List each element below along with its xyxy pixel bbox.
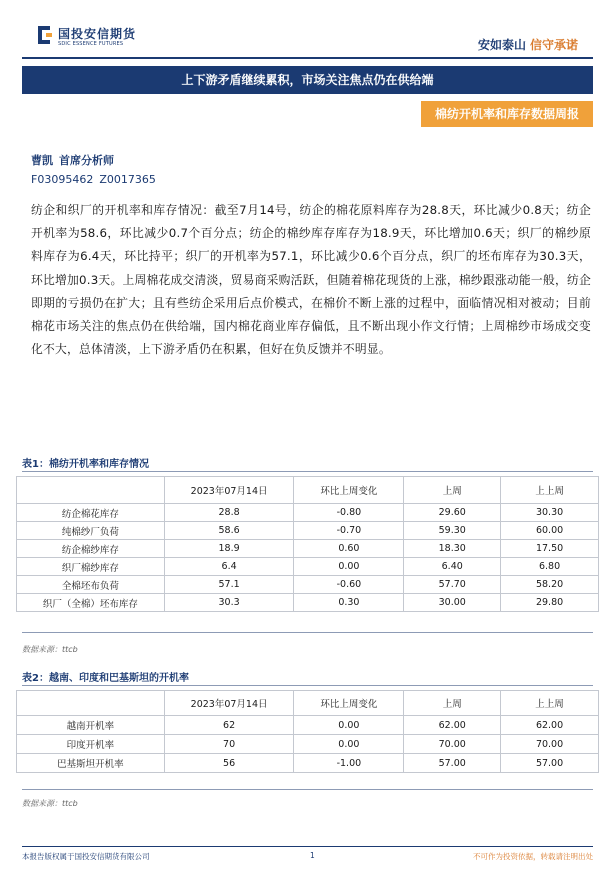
table-cell: 巴基斯坦开机率 bbox=[17, 754, 165, 773]
table-row bbox=[17, 522, 599, 540]
table-cell: 纺企棉花库存 bbox=[17, 504, 165, 522]
table1-header-cell bbox=[17, 477, 165, 504]
table-cell: 0.60 bbox=[294, 540, 404, 558]
table-cell: 越南开机率 bbox=[17, 716, 165, 735]
table2-header-cell: 环比上周变化 bbox=[294, 691, 404, 716]
table-cell: 70.00 bbox=[404, 735, 501, 754]
author-name: 曹凯 bbox=[31, 154, 53, 167]
table-cell: 全棉坯布负荷 bbox=[17, 576, 165, 594]
table-cell: -0.60 bbox=[294, 576, 404, 594]
table-cell: 57.00 bbox=[501, 754, 599, 773]
table1-bottom-rule bbox=[22, 632, 593, 633]
header-divider bbox=[22, 57, 593, 59]
certificate-2: Z0017365 bbox=[99, 173, 156, 186]
table-row bbox=[17, 504, 599, 522]
certificate-1: F03095462 bbox=[31, 173, 94, 186]
logo-name-en: SDIC ESSENCE FUTURES bbox=[58, 41, 124, 47]
table-cell: 30.00 bbox=[404, 594, 501, 612]
company-logo bbox=[36, 22, 146, 50]
table-row bbox=[17, 754, 599, 773]
table-cell: -1.00 bbox=[294, 754, 404, 773]
table-row bbox=[17, 540, 599, 558]
table-cell: 59.30 bbox=[404, 522, 501, 540]
table-row bbox=[17, 594, 599, 612]
footer-divider bbox=[22, 846, 593, 847]
table-cell: 6.40 bbox=[404, 558, 501, 576]
footer-disclaimer: 不可作为投资依据，转载请注明出处 bbox=[473, 852, 593, 861]
table1-header-cell: 环比上周变化 bbox=[294, 477, 404, 504]
table-cell: 58.6 bbox=[164, 522, 294, 540]
table-cell: 70 bbox=[164, 735, 294, 754]
table-cell: 6.4 bbox=[164, 558, 294, 576]
logo-mark-icon bbox=[36, 24, 54, 46]
table-cell: 织厂棉纱库存 bbox=[17, 558, 165, 576]
table1-header-row bbox=[17, 477, 599, 504]
slogan-part2: 信守承诺 bbox=[529, 38, 578, 52]
table-row bbox=[17, 716, 599, 735]
table-cell: 58.20 bbox=[501, 576, 599, 594]
table1-header-cell: 2023年07月14日 bbox=[164, 477, 294, 504]
author-role: 首席分析师 bbox=[59, 154, 114, 167]
report-title: 上下游矛盾继续累积，市场关注焦点仍在供给端 bbox=[22, 66, 593, 94]
table2-bottom-rule bbox=[22, 789, 593, 790]
table-cell: -0.70 bbox=[294, 522, 404, 540]
table1 bbox=[16, 476, 599, 612]
footer-copyright: 本报告版权属于国投安信期货有限公司 bbox=[22, 852, 150, 861]
table-row bbox=[17, 735, 599, 754]
slogan-part1: 安如泰山 bbox=[477, 38, 526, 52]
table-cell: 56 bbox=[164, 754, 294, 773]
table2-header-cell bbox=[17, 691, 165, 716]
table-cell: 0.00 bbox=[294, 735, 404, 754]
table-row bbox=[17, 576, 599, 594]
table2-title: 表2：越南、印度和巴基斯坦的开机率 bbox=[22, 673, 189, 684]
table1-top-rule bbox=[22, 471, 593, 472]
table-cell: 印度开机率 bbox=[17, 735, 165, 754]
table2 bbox=[16, 690, 599, 773]
report-tag: 棉纺开机率和库存数据周报 bbox=[421, 101, 593, 127]
table-cell: 纺企棉纱库存 bbox=[17, 540, 165, 558]
table-cell: 62.00 bbox=[501, 716, 599, 735]
table-cell: 62.00 bbox=[404, 716, 501, 735]
summary-paragraph: 纺企和织厂的开机率和库存情况：截至7月14号，纺企的棉花原料库存为28.8天，环比减少0.8天；纺企开机率为58.6，环比减少0.7个百分点；纺企的棉纱库存库存为18.9天，环比增加0.6天；织厂的棉纱原料库存为6.4天，环比持平；织厂的开机率为57.1，环比减少0.6个百分点，织厂的坯布库存为30.3天，环比增加0.3天。上周棉花成交清淡，贸易商采购活跃，但随着棉花现货的上涨，棉纱跟涨动能一般，纺企即期的亏损仍在扩大；且有些纺企采用后点价模式，在棉价不断上涨的过程中，面临情况相对被动；目前棉花市场关注的焦点仍在供给端，国内棉花商业库存偏低，且不断出现小作文行情；上周棉纱市场成交变化不大，总体清淡，上下游矛盾仍在积累，但好在负反馈并不明显。 bbox=[31, 203, 591, 357]
table-cell: 28.8 bbox=[164, 504, 294, 522]
table-cell: 30.30 bbox=[501, 504, 599, 522]
table-cell: 0.00 bbox=[294, 558, 404, 576]
table1-title: 表1：棉纺开机率和库存情况 bbox=[22, 459, 149, 470]
slogan bbox=[478, 36, 578, 53]
table2-header-cell: 上上周 bbox=[501, 691, 599, 716]
table-cell: 18.9 bbox=[164, 540, 294, 558]
table-cell: 0.30 bbox=[294, 594, 404, 612]
table-cell: 纯棉纱厂负荷 bbox=[17, 522, 165, 540]
table-cell: 织厂（全棉）坯布库存 bbox=[17, 594, 165, 612]
table2-header-cell: 2023年07月14日 bbox=[164, 691, 294, 716]
table1-header-cell: 上周 bbox=[404, 477, 501, 504]
table-cell: 0.00 bbox=[294, 716, 404, 735]
table-cell: 29.60 bbox=[404, 504, 501, 522]
table-cell: 17.50 bbox=[501, 540, 599, 558]
table1-header-cell: 上上周 bbox=[501, 477, 599, 504]
table-cell: 6.80 bbox=[501, 558, 599, 576]
author-certificates bbox=[31, 173, 156, 186]
table-cell: 70.00 bbox=[501, 735, 599, 754]
table-cell: -0.80 bbox=[294, 504, 404, 522]
table1-source: 数据来源：ttcb bbox=[22, 645, 78, 654]
table2-source: 数据来源：ttcb bbox=[22, 799, 78, 808]
table-cell: 18.30 bbox=[404, 540, 501, 558]
table-row bbox=[17, 558, 599, 576]
page-number: 1 bbox=[310, 851, 315, 860]
table-cell: 30.3 bbox=[164, 594, 294, 612]
table2-header-cell: 上周 bbox=[404, 691, 501, 716]
table-cell: 60.00 bbox=[501, 522, 599, 540]
table-cell: 62 bbox=[164, 716, 294, 735]
table-cell: 57.1 bbox=[164, 576, 294, 594]
table2-top-rule bbox=[22, 685, 593, 686]
table-cell: 57.70 bbox=[404, 576, 501, 594]
table-cell: 29.80 bbox=[501, 594, 599, 612]
table-cell: 57.00 bbox=[404, 754, 501, 773]
logo-name-cn: 国投安信期货 bbox=[58, 27, 137, 41]
table2-header-row bbox=[17, 691, 599, 716]
author-line bbox=[31, 152, 114, 168]
